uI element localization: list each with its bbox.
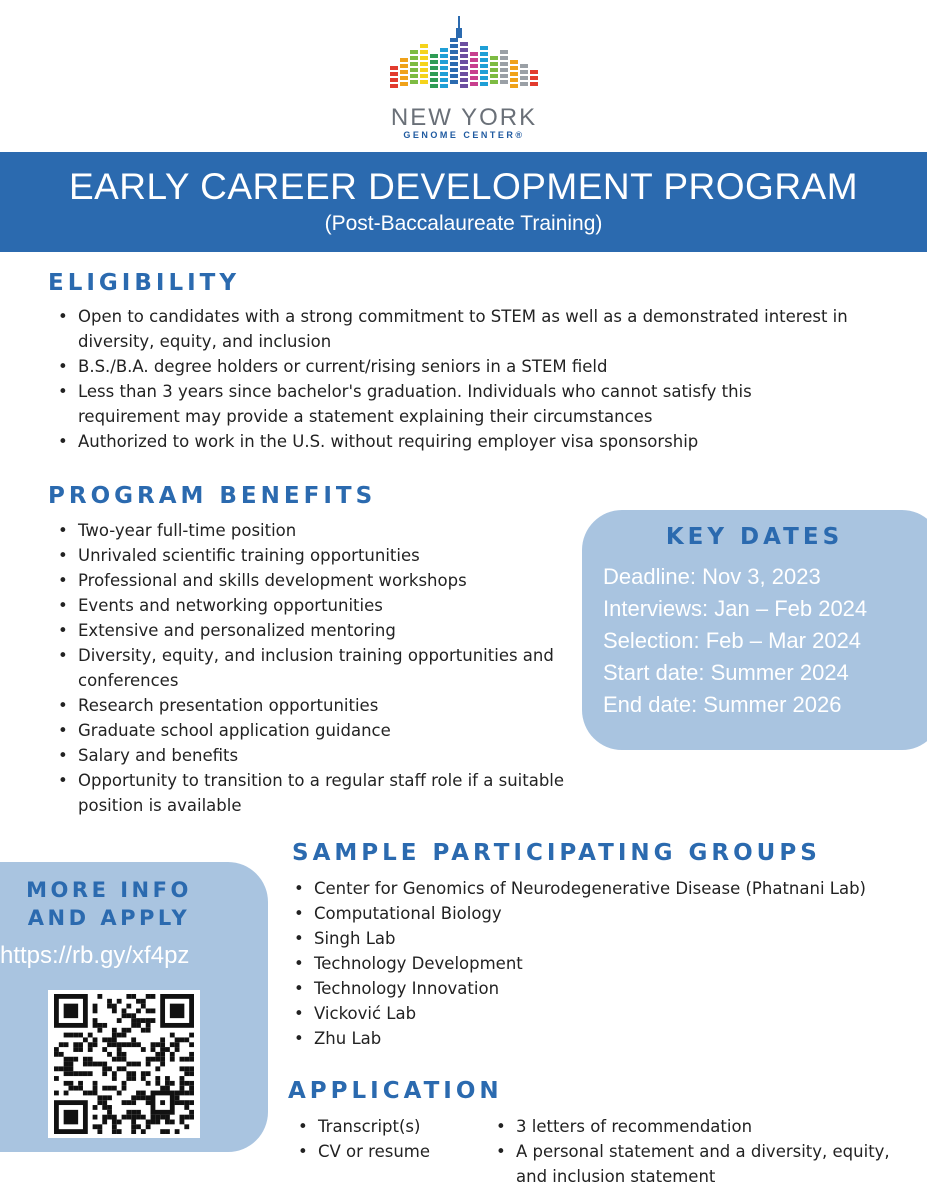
qr-code[interactable] xyxy=(48,990,200,1138)
application-list-right xyxy=(486,1114,891,1189)
list-item: • Open to candidates with a strong commitment to STEM as well as a demonstrated interest in diversity, equity, and inclusion xyxy=(48,304,858,354)
list-item: • 3 letters of recommendation xyxy=(486,1114,891,1139)
key-dates-heading: KEY DATES xyxy=(665,524,844,550)
more-info-heading: MORE INFO AND APPLY xyxy=(26,878,192,930)
list-item: • Events and networking opportunities xyxy=(48,593,568,618)
key-dates-panel xyxy=(582,510,927,750)
application-heading: APPLICATION xyxy=(288,1078,503,1104)
logo-name: NEW YORK xyxy=(390,104,538,131)
skyline-logo-icon xyxy=(384,14,544,104)
list-item: • Opportunity to transition to a regular staff role if a suitable position is available xyxy=(48,768,568,818)
key-date-interviews: Interviews: Jan – Feb 2024 xyxy=(603,596,868,621)
list-item: • Extensive and personalized mentoring xyxy=(48,618,568,643)
list-item: • B.S./B.A. degree holders or current/rising seniors in a STEM field xyxy=(48,354,858,379)
list-item: • Diversity, equity, and inclusion training opportunities and conferences xyxy=(48,643,568,693)
list-item: • Two-year full-time position xyxy=(48,518,568,543)
list-item: • A personal statement and a diversity, equity, and inclusion statement xyxy=(486,1139,891,1189)
list-item: • Research presentation opportunities xyxy=(48,693,568,718)
qr-code-icon xyxy=(54,994,194,1134)
logo xyxy=(384,14,544,140)
title-banner xyxy=(0,152,927,252)
page-title: EARLY CAREER DEVELOPMENT PROGRAM xyxy=(68,166,859,207)
eligibility-heading: ELIGIBILITY xyxy=(48,270,241,296)
key-date-selection: Selection: Feb – Mar 2024 xyxy=(603,628,862,653)
benefits-list xyxy=(48,518,568,818)
list-item: • Unrivaled scientific training opportunities xyxy=(48,543,568,568)
list-item: • Graduate school application guidance xyxy=(48,718,568,743)
more-info-panel xyxy=(0,862,268,1152)
logo-subname: GENOME CENTER® xyxy=(403,130,525,140)
list-item: • Salary and benefits xyxy=(48,743,568,768)
groups-heading: SAMPLE PARTICIPATING GROUPS xyxy=(292,840,821,866)
eligibility-list xyxy=(48,304,858,454)
groups-list xyxy=(284,876,924,1051)
list-item: • Less than 3 years since bachelor's graduation. Individuals who cannot satisfy this requirement may provide a statement explaining their circumstances xyxy=(48,379,858,429)
key-date-end: End date: Summer 2026 xyxy=(603,692,842,717)
list-item: • Zhu Lab xyxy=(284,1026,924,1051)
benefits-heading: PROGRAM BENEFITS xyxy=(48,483,377,509)
list-item: • Vicković Lab xyxy=(284,1001,924,1026)
list-item: • CV or resume xyxy=(288,1139,478,1164)
list-item: • Technology Development xyxy=(284,951,924,976)
list-item: • Professional and skills development workshops xyxy=(48,568,568,593)
list-item: • Transcript(s) xyxy=(288,1114,478,1139)
list-item: • Computational Biology xyxy=(284,901,924,926)
list-item: • Center for Genomics of Neurodegenerative Disease (Phatnani Lab) xyxy=(284,876,924,901)
apply-link[interactable]: https://rb.gy/xf4pz xyxy=(0,942,190,969)
key-date-deadline: Deadline: Nov 3, 2023 xyxy=(603,564,821,589)
list-item: • Technology Innovation xyxy=(284,976,924,1001)
page-subtitle: (Post-Baccalaureate Training) xyxy=(324,212,603,235)
list-item: • Singh Lab xyxy=(284,926,924,951)
application-list-left xyxy=(288,1114,478,1164)
list-item: • Authorized to work in the U.S. without requiring employer visa sponsorship xyxy=(48,429,858,454)
key-date-start: Start date: Summer 2024 xyxy=(603,660,849,685)
